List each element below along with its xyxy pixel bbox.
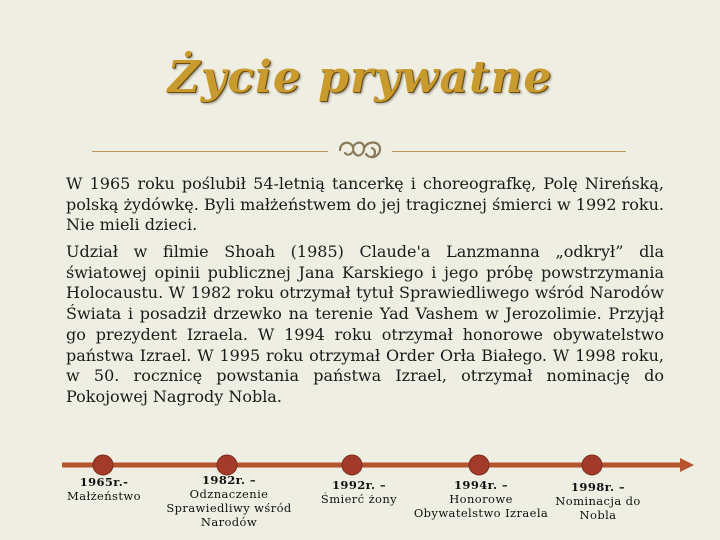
event-text: Małżeństwo: [67, 489, 141, 503]
event-year: 1982r. –: [202, 473, 256, 487]
event-year: 1998r. –: [571, 480, 625, 494]
paragraph-honors: Udział w filmie Shoah (1985) Claude'a Lanzmanna „odkrył” dla światowej opinii publicznej Jana Karskiego i jego próbę powstrzymania Holocaustu. W 1982 roku otrzymał tytuł Sprawiedliwego wśród Narodów Świata i posadził drzewko na terenie Yad Vashem w Jerozolimie. Przyjął go prezydent Izraela. W 1994 roku otrzymał honorowe obywatelstwo państwa Izrael. W 1995 roku otrzymał Order Orła Białego. W 1998 roku, w 50. rocznicę powstania państwa Izrael, otrzymał nominację do Pokojowej Nagrody Nobla.: [66, 242, 664, 406]
timeline-marker-1992: [342, 455, 362, 475]
timeline: [0, 440, 720, 540]
timeline-marker-1982: [217, 455, 237, 475]
timeline-event-1994: [406, 478, 556, 520]
divider-right: [392, 151, 626, 152]
event-text: Śmierć żony: [320, 492, 398, 506]
event-year: 1965r.-: [79, 475, 129, 489]
ornament-icon: [336, 136, 386, 166]
timeline-event-1965: [56, 475, 152, 503]
timeline-event-1992: [312, 478, 406, 506]
arrow-right-icon: [680, 458, 694, 472]
timeline-event-1982: [160, 473, 298, 529]
timeline-marker-1998: [582, 455, 602, 475]
slide-title: Życie prywatne: [167, 52, 553, 103]
event-text: Nominacja do Nobla: [555, 494, 641, 522]
timeline-event-1998: [546, 480, 650, 522]
event-year: 1994r. –: [454, 478, 508, 492]
event-text: Odznaczenie Sprawiedliwy wśród Narodów: [166, 487, 292, 529]
event-text: Honorowe Obywatelstwo Izraela: [413, 492, 549, 520]
paragraph-private-life: W 1965 roku poślubił 54-letnią tancerkę i choreografkę, Polę Nireńską, polską żydówkę. Byli małżeństwem do jej tragicznej śmierci w 1992 roku. Nie mieli dzieci.: [66, 174, 664, 235]
event-year: 1992r. –: [332, 478, 386, 492]
timeline-marker-1994: [469, 455, 489, 475]
timeline-marker-1965: [93, 455, 113, 475]
divider-left: [92, 151, 328, 152]
